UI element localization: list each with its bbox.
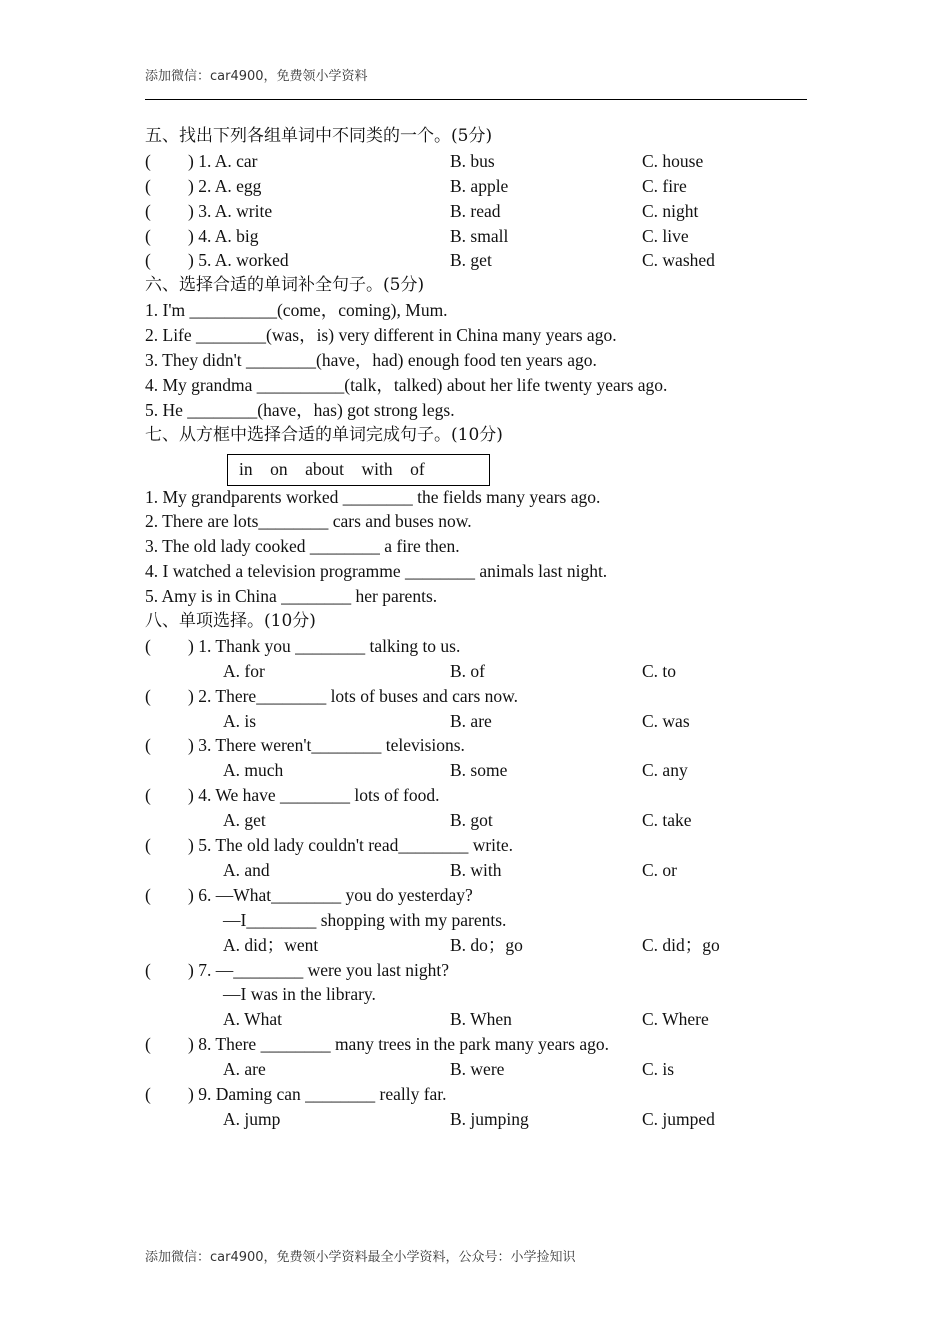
mc-question-reply	[145, 982, 825, 1007]
question-text: ) 4. We have ________ lots of food.	[188, 785, 440, 806]
word-box-row	[145, 448, 825, 485]
section8-title: 八、单项选择。(10分)	[145, 611, 316, 632]
section6-sentence: 5. He ________(have，has) got strong legs.	[145, 399, 455, 420]
option-a: A. is	[223, 710, 257, 731]
question-text: ) 5. The old lady couldn't read________ write.	[188, 835, 514, 856]
option-b: B. were	[450, 1059, 505, 1080]
option-a: ) 2. A. egg	[188, 175, 262, 196]
option-c: C. was	[642, 710, 690, 731]
option-a: A. are	[223, 1059, 266, 1080]
option-c: C. washed	[642, 250, 715, 271]
mc-question	[145, 1032, 825, 1057]
question-text: ) 8. There ________ many trees in the park many years ago.	[188, 1034, 610, 1055]
option-a: ) 4. A. big	[188, 225, 259, 246]
answer-paren: (	[145, 785, 151, 806]
mc-question	[145, 958, 825, 983]
option-c: C. night	[642, 200, 699, 221]
answer-paren: (	[145, 200, 151, 221]
section7-sentence: 3. The old lady cooked ________ a fire then.	[145, 536, 460, 557]
option-a: A. and	[223, 859, 270, 880]
mc-options	[145, 808, 825, 833]
question-text: ) 2. There________ lots of buses and cars now.	[188, 685, 519, 706]
header-note: 添加微信：car4900，免费领小学资料	[145, 69, 368, 84]
mc-options	[145, 709, 825, 734]
option-b: B. got	[450, 810, 493, 831]
mc-question	[145, 783, 825, 808]
option-a: A. much	[223, 760, 284, 781]
option-b: B. jumping	[450, 1108, 529, 1129]
dialogue-reply: —I was in the library.	[223, 984, 376, 1005]
option-c: C. is	[642, 1059, 675, 1080]
option-b: B. get	[450, 250, 492, 271]
option-c: C. to	[642, 660, 677, 681]
mc-question	[145, 883, 825, 908]
option-c: C. take	[642, 810, 692, 831]
dialogue-reply: —I________ shopping with my parents.	[223, 909, 507, 930]
section6-sentence: 1. I'm __________(come，coming), Mum.	[145, 300, 448, 321]
option-c: C. fire	[642, 175, 687, 196]
answer-paren: (	[145, 175, 151, 196]
mc-options	[145, 858, 825, 883]
answer-paren: (	[145, 250, 151, 271]
option-b: B. apple	[450, 175, 509, 196]
section6-sentence: 3. They didn't ________(have，had) enough food ten years ago.	[145, 350, 597, 371]
section7-title: 七、从方框中选择合适的单词完成句子。(10分)	[145, 424, 503, 445]
word-box: in on about with of	[227, 454, 490, 486]
option-b: B. of	[450, 660, 485, 681]
mc-question-reply	[145, 908, 825, 933]
option-a: A. for	[223, 660, 265, 681]
option-b: B. some	[450, 760, 508, 781]
option-a: ) 1. A. car	[188, 150, 258, 171]
option-c: C. or	[642, 859, 677, 880]
option-b: B. read	[450, 200, 501, 221]
footer-note: 添加微信：car4900，免费领小学资料最全小学资料，公众号：小学捡知识	[145, 1250, 576, 1265]
section5-item	[145, 248, 825, 273]
option-c: C. did；go	[642, 934, 720, 955]
option-a: A. jump	[223, 1108, 281, 1129]
section6-sentence: 4. My grandma __________(talk，talked) about her life twenty years ago.	[145, 374, 668, 395]
worksheet-content	[145, 124, 825, 1132]
section5-item	[145, 149, 825, 174]
option-b: B. do；go	[450, 934, 523, 955]
section5-item	[145, 224, 825, 249]
option-a: A. What	[223, 1009, 282, 1030]
option-a: A. did；went	[223, 934, 319, 955]
answer-paren: (	[145, 884, 151, 905]
question-text: ) 1. Thank you ________ talking to us.	[188, 635, 461, 656]
answer-paren: (	[145, 150, 151, 171]
mc-options	[145, 1007, 825, 1032]
section5-title: 五、找出下列各组单词中不同类的一个。(5分)	[145, 126, 493, 146]
section6-sentence: 2. Life ________(was，is) very different in China many years ago.	[145, 325, 617, 346]
answer-paren: (	[145, 685, 151, 706]
option-c: C. Where	[642, 1009, 709, 1030]
question-text: ) 3. There weren't________ televisions.	[188, 735, 465, 756]
section7-sentence: 5. Amy is in China ________ her parents.	[145, 586, 438, 607]
mc-options	[145, 933, 825, 958]
option-c: C. live	[642, 225, 689, 246]
header-rule	[145, 99, 807, 100]
option-b: B. with	[450, 859, 502, 880]
option-c: C. jumped	[642, 1108, 715, 1129]
mc-question	[145, 833, 825, 858]
option-b: B. small	[450, 225, 509, 246]
option-c: C. house	[642, 150, 704, 171]
question-text: ) 9. Daming can ________ really far.	[188, 1083, 447, 1104]
answer-paren: (	[145, 635, 151, 656]
mc-options	[145, 1057, 825, 1082]
section7-sentence: 4. I watched a television programme ________ animals last night.	[145, 561, 608, 582]
mc-question	[145, 733, 825, 758]
answer-paren: (	[145, 835, 151, 856]
option-b: B. bus	[450, 150, 495, 171]
option-b: B. When	[450, 1009, 512, 1030]
answer-paren: (	[145, 1083, 151, 1104]
mc-question	[145, 684, 825, 709]
option-a: ) 5. A. worked	[188, 250, 289, 271]
section7-sentence: 1. My grandparents worked ________ the fields many years ago.	[145, 486, 601, 507]
question-text: ) 7. —________ were you last night?	[188, 959, 449, 980]
section5-item	[145, 199, 825, 224]
mc-options	[145, 659, 825, 684]
mc-question	[145, 1082, 825, 1107]
answer-paren: (	[145, 225, 151, 246]
section6-title: 六、选择合适的单词补全句子。(5分)	[145, 275, 425, 296]
answer-paren: (	[145, 735, 151, 756]
answer-paren: (	[145, 1034, 151, 1055]
mc-question	[145, 634, 825, 659]
mc-options	[145, 758, 825, 783]
mc-options	[145, 1107, 825, 1132]
question-text: ) 6. —What________ you do yesterday?	[188, 884, 473, 905]
option-c: C. any	[642, 760, 688, 781]
option-b: B. are	[450, 710, 492, 731]
option-a: A. get	[223, 810, 266, 831]
section7-sentence: 2. There are lots________ cars and buses now.	[145, 511, 472, 532]
option-a: ) 3. A. write	[188, 200, 273, 221]
section5-item	[145, 174, 825, 199]
answer-paren: (	[145, 959, 151, 980]
